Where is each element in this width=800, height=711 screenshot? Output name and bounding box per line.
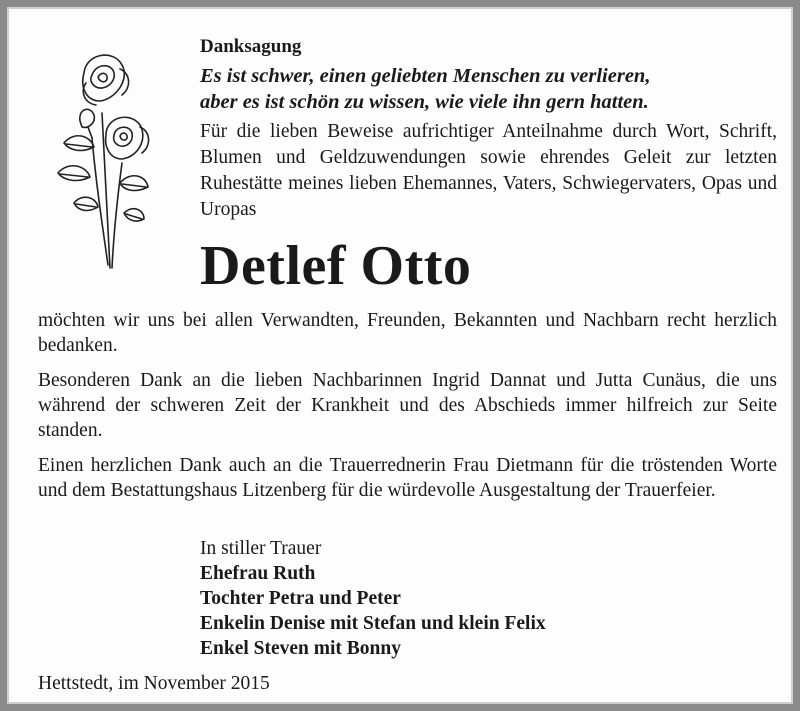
mourner-name: Ehefrau Ruth [200, 563, 316, 584]
quote-line: Es ist schwer, einen geliebten Menschen zu verlieren, [200, 65, 651, 87]
quote-line: aber es ist schön zu wissen, wie viele ihn gern hatten. [200, 91, 649, 113]
top-text-block [200, 35, 777, 223]
mourner-name: Enkelin Denise mit Stefan und klein Felix [200, 613, 546, 634]
mourner-name: Enkel Steven mit Bonny [200, 638, 401, 659]
quote [200, 63, 777, 115]
signoff-intro: In stiller Trauer [200, 538, 322, 559]
heading: Danksagung [200, 36, 302, 57]
rose-bouquet-icon [44, 43, 174, 273]
signoff [200, 536, 720, 661]
deceased-name: Detlef Otto [200, 235, 472, 297]
notice-content [38, 31, 777, 694]
body-text [38, 308, 777, 513]
paragraph: möchten wir uns bei allen Verwandten, Freunden, Bekannten und Nachbarn recht herzlich bedanken. [38, 310, 777, 356]
place-date: Hettstedt, im November 2015 [38, 673, 270, 694]
mourner-name: Tochter Petra und Peter [200, 588, 401, 609]
intro-text: Für die lieben Beweise aufrichtiger Anteilnahme durch Wort, Schrift, Blumen und Geldzuwendungen sowie ehrendes Geleit zur letzten Ruhestätte meines lieben Ehemannes, Vaters, Schwiegervaters, Opas und Uropas [200, 121, 777, 220]
paragraph: Einen herzlichen Dank auch an die Trauerrednerin Frau Dietmann für die tröstenden Worte und dem Bestattungshaus Litzenberg für die würdevolle Ausgestaltung der Trauerfeier. [38, 455, 777, 501]
paragraph: Besonderen Dank an die lieben Nachbarinnen Ingrid Dannat und Jutta Cunäus, die uns während der schweren Zeit der Krankheit und des Abschieds immer hilfreich zur Seite standen. [38, 370, 777, 441]
